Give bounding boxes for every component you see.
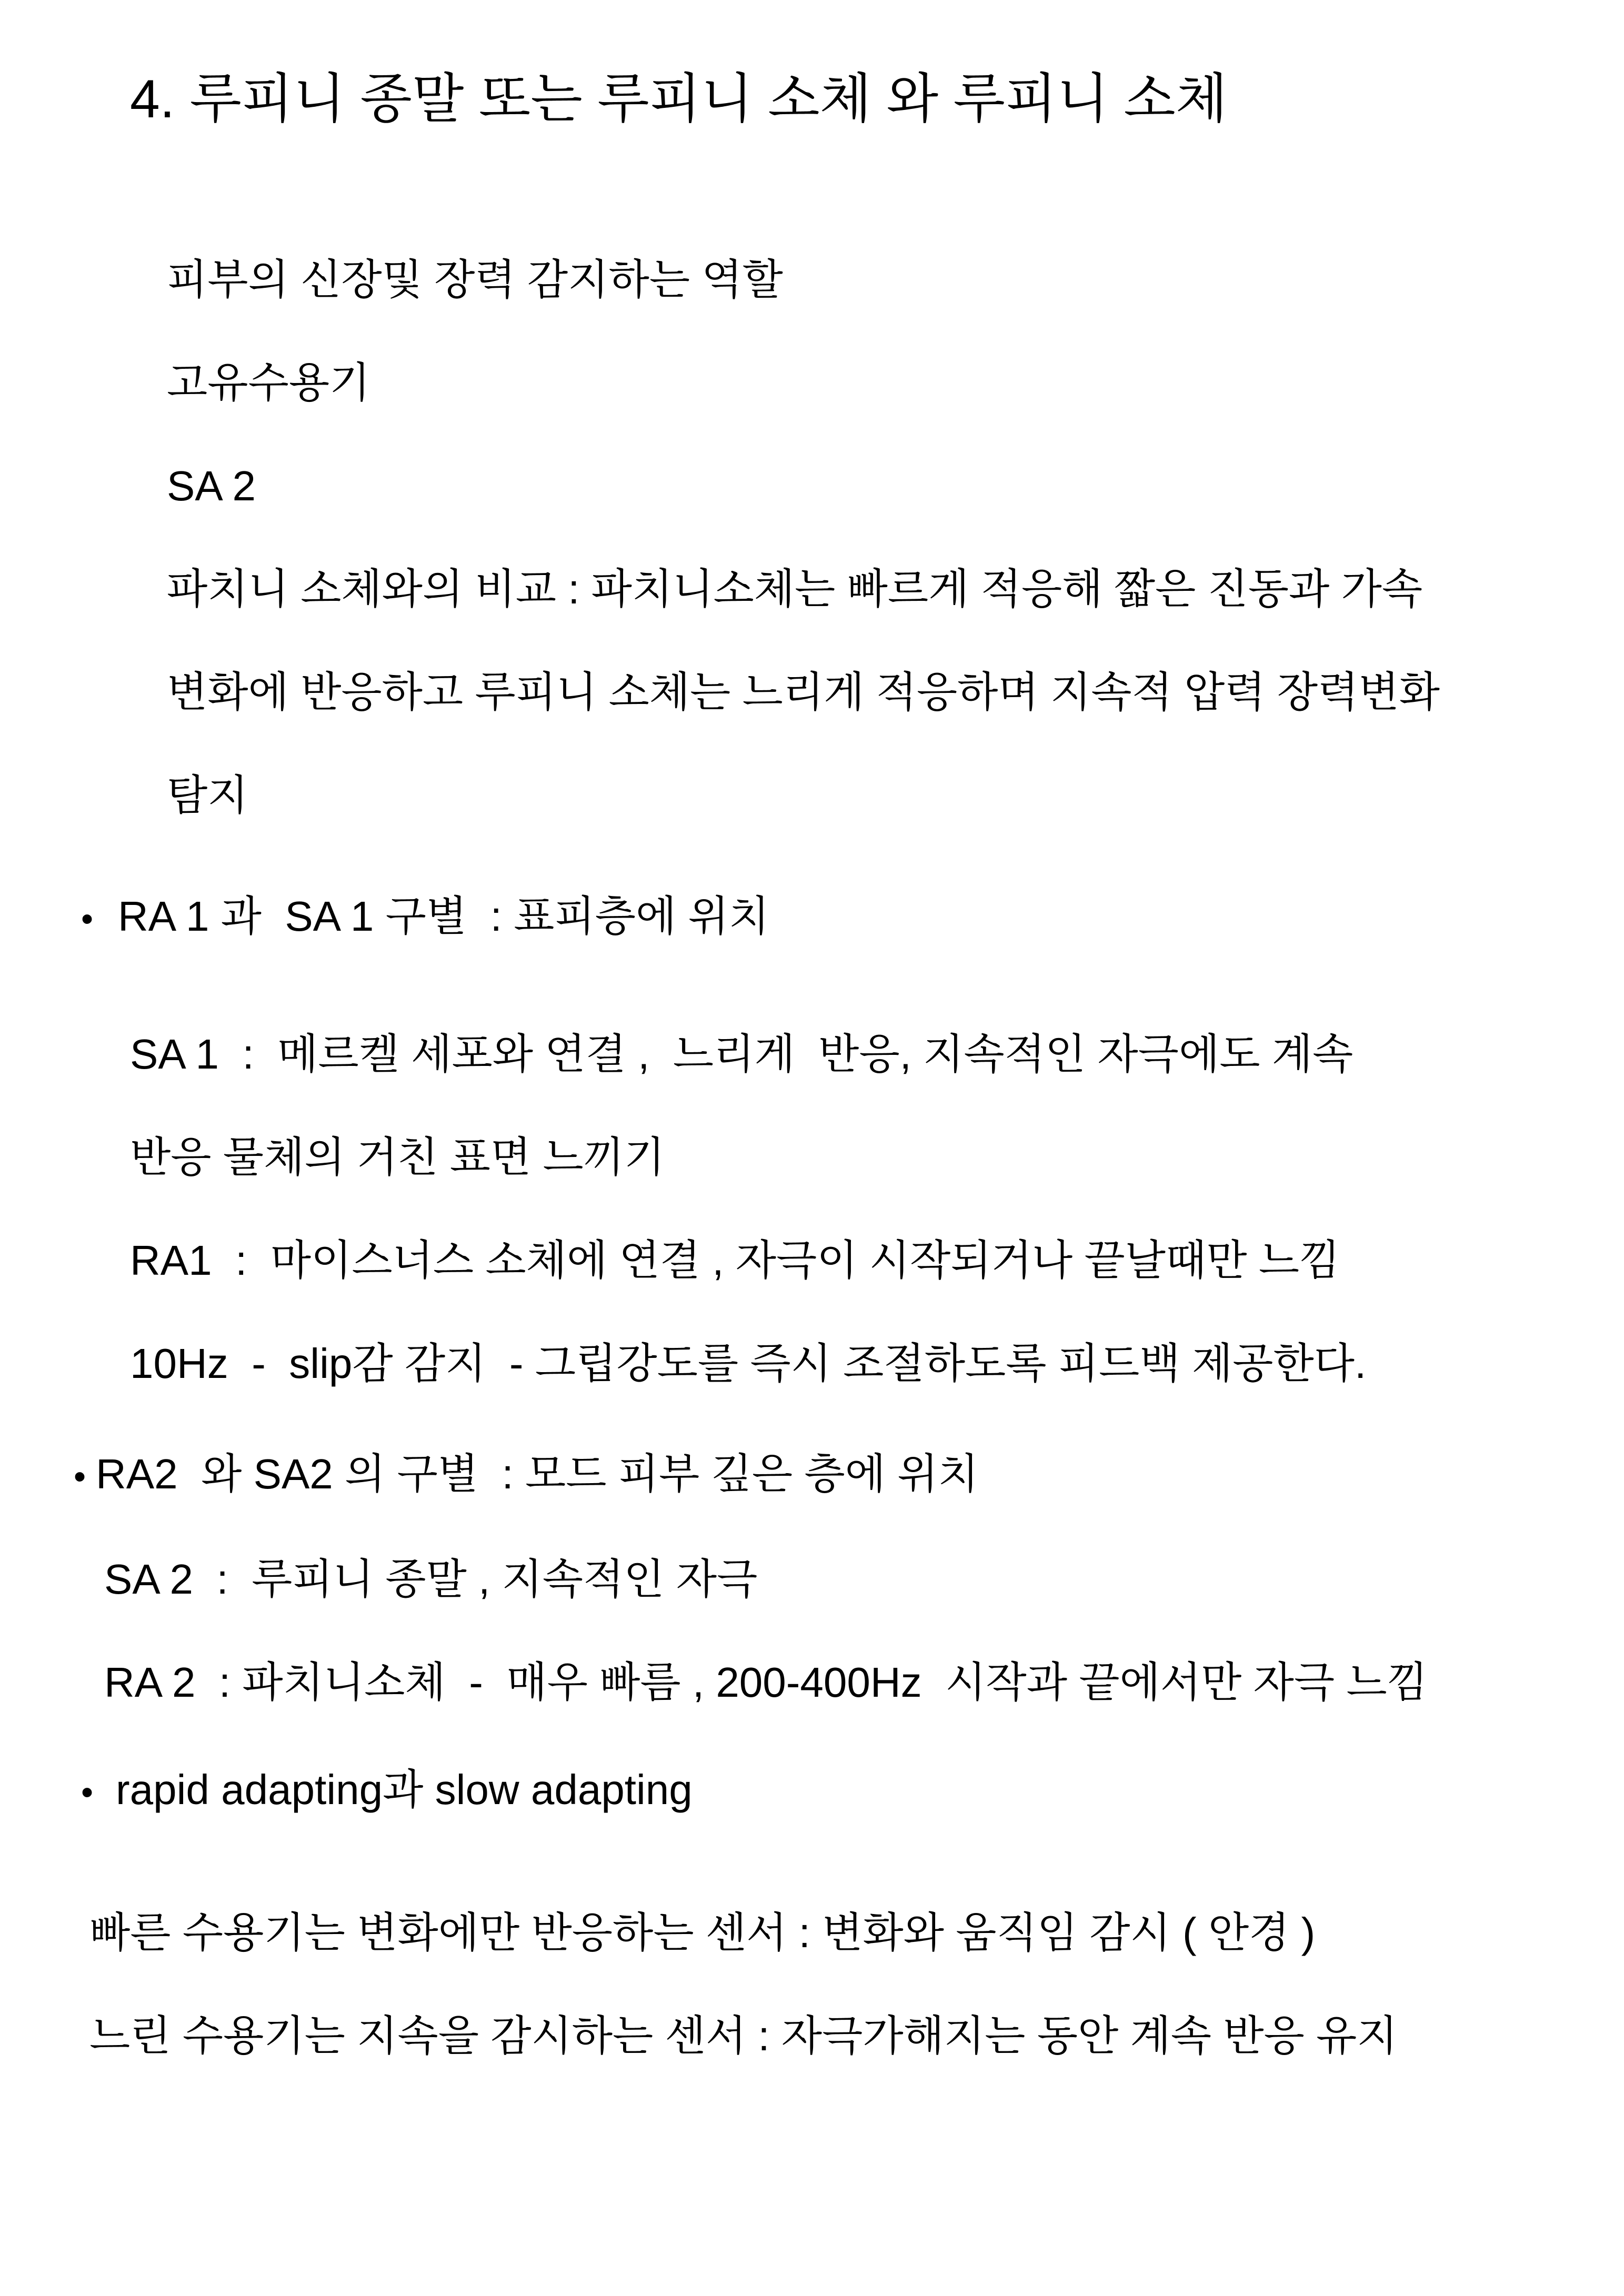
page-title: 4. 루피니 종말 또는 루피니 소체 와 루피니 소체 <box>130 69 1228 129</box>
note-line: 빠른 수용기는 변화에만 반응하는 센서 : 변화와 움직임 감시 ( 안경 ) <box>89 1909 1316 1956</box>
note-line: 느린 수용기는 지속을 감시하는 센서 : 자극가해지는 동안 계속 반응 유지 <box>89 2012 1398 2059</box>
bullet-marker: • <box>81 899 94 938</box>
note-line: RA 2 : 파치니소체 - 매우 빠름 , 200-400Hz 시작과 끝에서만 자극 느낌 <box>104 1659 1428 1706</box>
bullet-item <box>0 1738 1624 1844</box>
note-line: RA1 : 마이스너스 소체에 연결 , 자극이 시작되거나 끝날때만 느낌 <box>130 1237 1340 1284</box>
bullet-item-text: rapid adapting과 slow adapting <box>116 1766 693 1813</box>
bullet-item-text: RA 1 과 SA 1 구별 : 표피층에 위치 <box>118 893 770 940</box>
note-line: 변화에 반응하고 루피니 소체는 느리게 적응하며 지속적 압력 장력변화 <box>167 669 1440 716</box>
note-line: SA 2 <box>167 462 256 509</box>
bullet-marker: • <box>74 1457 86 1496</box>
note-line: SA 2 : 루피니 종말 , 지속적인 자극 <box>104 1556 758 1603</box>
note-line: 파치니 소체와의 비교 : 파치니소체는 빠르게 적응해 짧은 진동과 가속 <box>167 566 1423 612</box>
bullet-item-text: RA2 와 SA2 의 구별 : 모드 피부 깊은 층에 위치 <box>96 1451 979 1497</box>
bullet-item <box>0 1423 1624 1528</box>
note-line: 피부의 신장및 장력 감지하는 역할 <box>167 256 783 303</box>
bullet-item <box>0 865 1624 970</box>
note-line: 10Hz - slip감 감지 - 그립강도를 즉시 조절하도록 피드백 제공한다. <box>130 1340 1367 1387</box>
note-line: 탐지 <box>167 772 248 819</box>
note-line: 고유수용기 <box>167 359 370 406</box>
note-line: SA 1 : 메르켈 세포와 연결 , 느리게 반응, 지속적인 자극에도 계속 <box>130 1031 1354 1077</box>
bullet-marker: • <box>81 1773 94 1811</box>
document-body <box>0 136 1624 2088</box>
note-line: 반응 물체의 거친 표면 느끼기 <box>130 1134 665 1181</box>
